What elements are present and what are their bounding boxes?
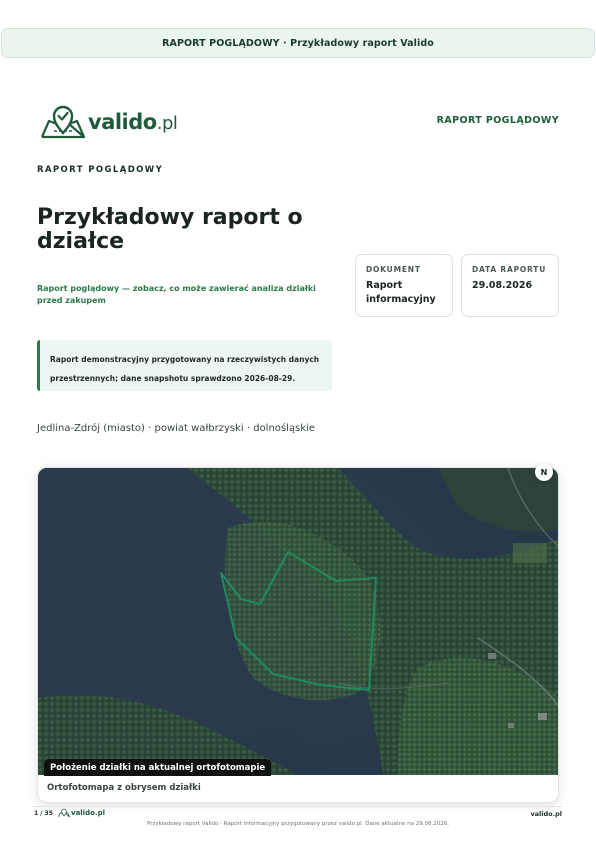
- map-card: [37, 467, 559, 803]
- map-pin-check-icon: [40, 105, 86, 139]
- valido-logo[interactable]: [40, 104, 177, 140]
- footer-divider: [33, 806, 563, 807]
- north-arrow-icon: N: [535, 463, 553, 481]
- map-caption: Ortofotomapa z obrysem działki: [47, 783, 201, 793]
- location-line: Jedlina-Zdrój (miasto) · powiat wałbrzyski · dolnośląskie: [37, 423, 315, 434]
- page-subtitle: Raport poglądowy — zobacz, co może zawierać analiza działki przed zakupem: [37, 284, 316, 305]
- header-report-type: RAPORT POGLĄDOWY: [436, 115, 559, 126]
- meta-card-document: [355, 254, 453, 317]
- meta-card-date: [461, 254, 559, 317]
- top-banner: [1, 28, 595, 58]
- footer-site-link[interactable]: valido.pl: [530, 810, 562, 818]
- map-pin-check-icon: [58, 808, 70, 818]
- meta-document-value: Raport informacyjny: [366, 280, 436, 305]
- meta-date-label: DATA RAPORTU: [472, 265, 547, 274]
- eyebrow-label: RAPORT POGLĄDOWY: [37, 165, 164, 175]
- banner-text: RAPORT POGLĄDOWY · Przykładowy raport Valido: [162, 37, 434, 49]
- map-overlay-label: Położenie działki na aktualnej ortofotomapie: [44, 759, 271, 776]
- meta-date-value: 29.08.2026: [472, 280, 533, 291]
- meta-document-label: DOKUMENT: [366, 265, 421, 274]
- footer-page-number: 1 / 35: [34, 810, 53, 817]
- logo-wordmark: valido.pl: [88, 110, 178, 134]
- footer-logo: valido.pl: [58, 808, 105, 818]
- page-title: Przykładowy raport o działce: [37, 205, 303, 254]
- footer-note: Przykładowy raport Valido · Raport informacyjny przygotowany przez valido.pl. Dane aktualne na 29.08.2026.: [147, 821, 449, 827]
- orthophoto-map[interactable]: [38, 468, 559, 775]
- demo-notice: [37, 340, 332, 391]
- demo-notice-text: Raport demonstracyjny przygotowany na rzeczywistych danych przestrzennych; dane snapshotu sprawdzono 2026-08-29.: [50, 355, 320, 383]
